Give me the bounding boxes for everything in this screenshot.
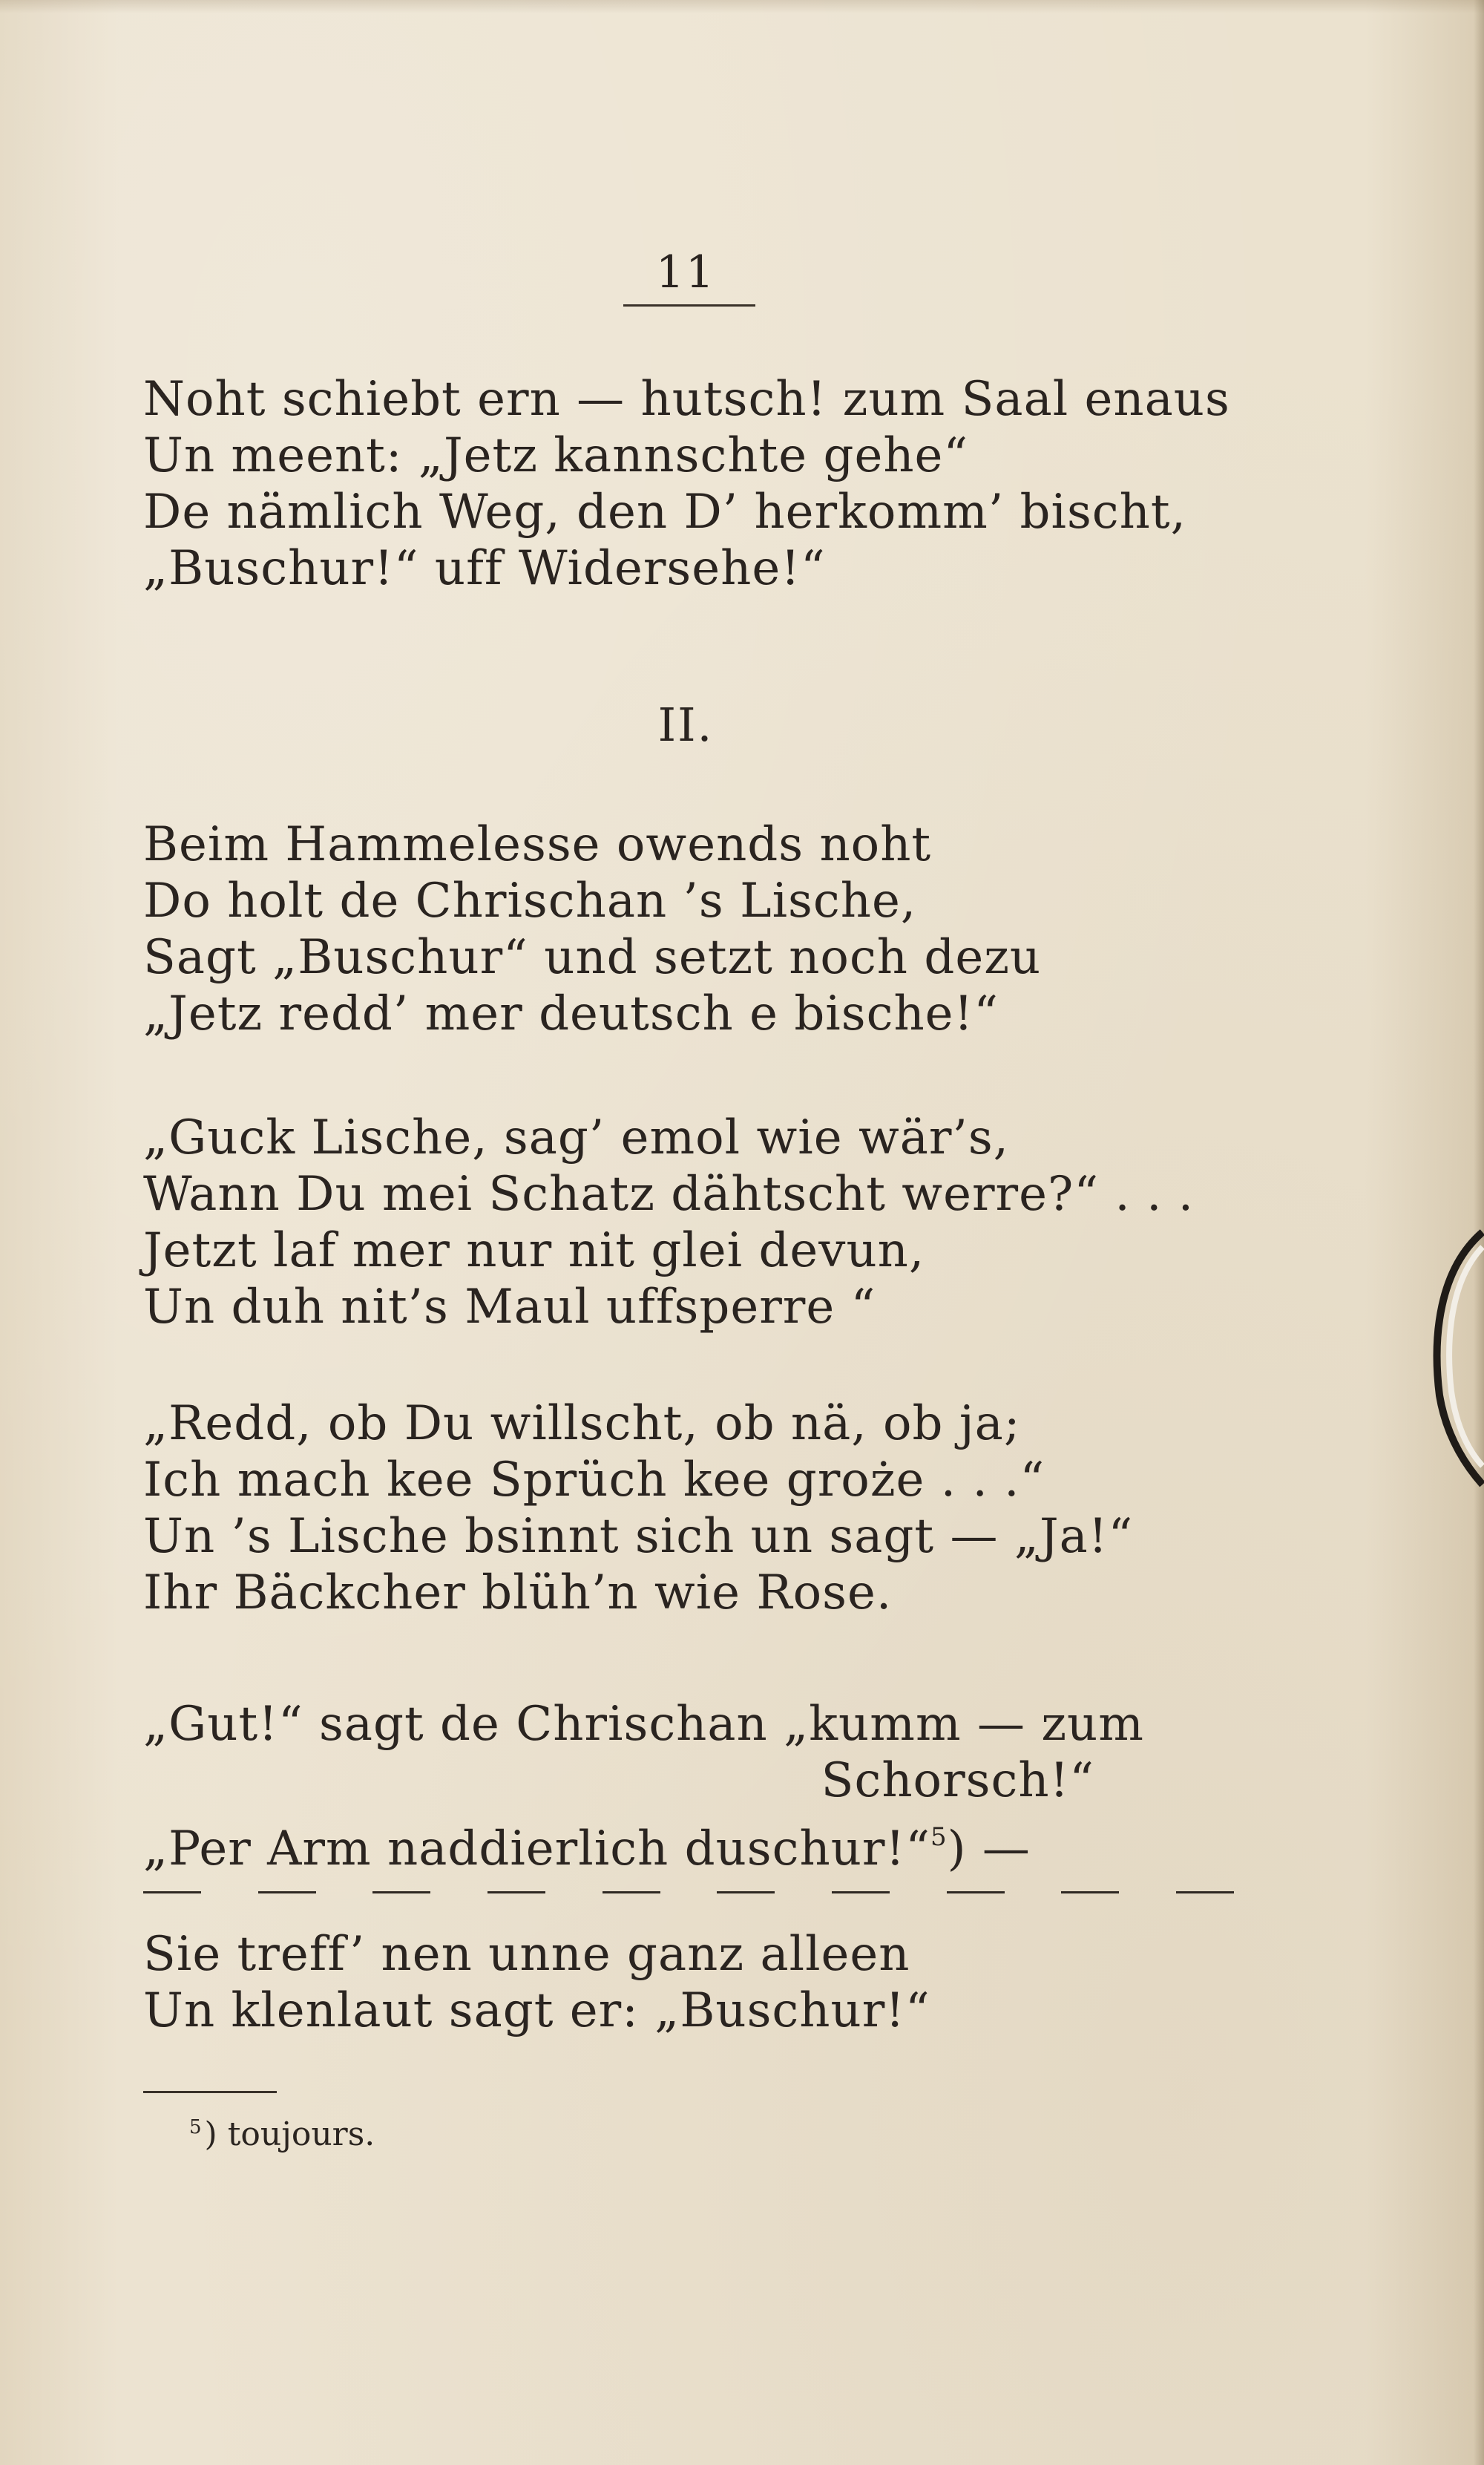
dash-separator — [143, 1891, 1234, 1896]
footnote-reference: 5 — [930, 1822, 948, 1852]
verse-line: Sie treff’ nen unne ganz alleen — [143, 1927, 910, 1982]
verse-line: „Guck Lische, sag’ emol wie wär’s, — [143, 1110, 1009, 1165]
verse-line: Un duh nit’s Maul uffsperre “ — [143, 1280, 876, 1335]
stanza-1 — [143, 371, 1234, 597]
verse-line: Do holt de Chrischan ’s Lische, — [143, 874, 917, 929]
dash — [603, 1891, 660, 1893]
verse-line: Un meent: „Jetz kannschte gehe“ — [143, 428, 969, 483]
dash — [947, 1891, 1005, 1893]
footnote — [189, 2115, 375, 2153]
verse-line: Un klenlaut sagt er: „Buschur!“ — [143, 1983, 930, 2038]
stanza-6 — [143, 1926, 1234, 2039]
stanza-2 — [143, 816, 1234, 1042]
verse-line — [143, 1809, 1234, 1876]
verse-line: „Buschur!“ uff Widersehe!“ — [143, 541, 826, 596]
stanza-5 — [143, 1696, 1234, 1876]
page-top-shadow — [0, 0, 1484, 13]
verse-line-text: „Per Arm naddierlich duschur!“ — [143, 1821, 930, 1876]
verse-line: „Jetz redd’ mer deutsch e bische!“ — [143, 986, 999, 1041]
page-number-rule — [623, 304, 755, 307]
verse-line: Ihr Bäckcher blüh’n wie Rose. — [143, 1565, 893, 1620]
footnote-text: ) toujours. — [204, 2115, 375, 2153]
dash — [372, 1891, 430, 1893]
page-number: 11 — [655, 246, 716, 298]
verse-line: Sagt „Buschur“ und setzt noch dezu — [143, 930, 1042, 985]
dash — [1176, 1891, 1234, 1893]
stanza-4 — [143, 1395, 1234, 1621]
verse-line: De nämlich Weg, den D’ herkomm’ bischt, — [143, 485, 1186, 540]
verse-line: Jetzt laf mer nur nit glei devun, — [143, 1223, 925, 1278]
dash — [258, 1891, 316, 1893]
verse-line: Un ’s Lische bsinnt sich un sagt — „Ja!“ — [143, 1509, 1134, 1564]
dash — [1061, 1891, 1119, 1893]
verse-line: Noht schiebt ern — hutsch! zum Saal enaus — [143, 372, 1230, 427]
footnote-rule — [143, 2091, 277, 2093]
verse-line: Wann Du mei Schatz dähtscht werre?“ . . . — [143, 1167, 1195, 1222]
stanza-3 — [143, 1110, 1234, 1335]
verse-line: „Gut!“ sagt de Chrischan „kumm — zum — [143, 1697, 1144, 1752]
dash — [143, 1891, 201, 1893]
section-heading: II. — [657, 698, 714, 752]
verse-line-continuation: Schorsch!“ — [821, 1753, 1094, 1808]
verse-line-end: ) — — [947, 1821, 1031, 1876]
verse-line: „Redd, ob Du willscht, ob nä, ob ja; — [143, 1396, 1021, 1451]
dash — [487, 1891, 545, 1893]
footnote-marker: 5 — [189, 2116, 202, 2138]
verse-line: Beim Hammelesse owends noht — [143, 817, 932, 872]
dash — [832, 1891, 890, 1893]
dash — [717, 1891, 775, 1893]
page-clip-icon — [1417, 1217, 1484, 1499]
verse-line: Ich mach kee Sprüch kee groże . . .“ — [143, 1453, 1045, 1508]
